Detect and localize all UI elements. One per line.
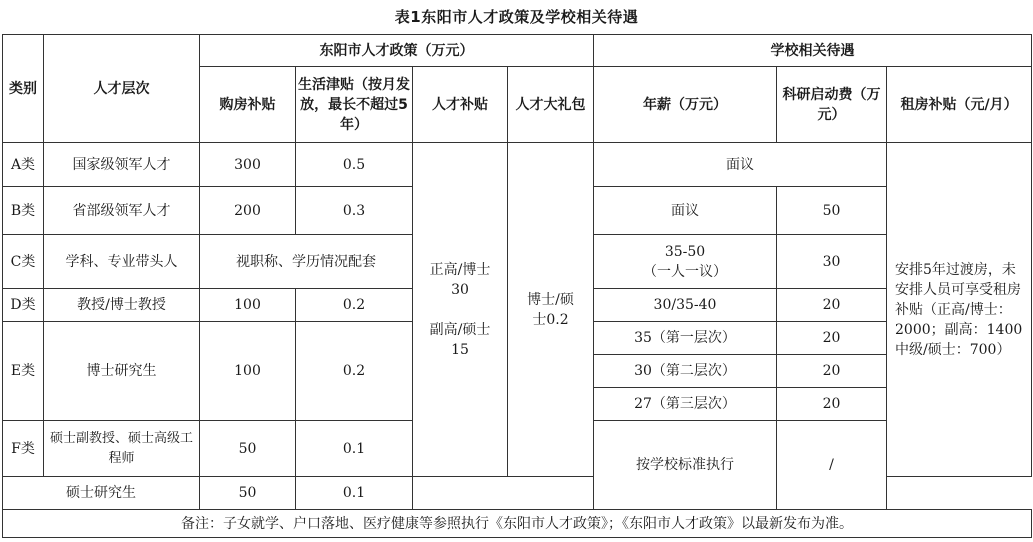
header-talent-subsidy: 人才补贴 [413, 67, 508, 143]
salary-cell: 按学校标准执行 [594, 421, 777, 510]
research-cell: 20 [777, 289, 887, 322]
header-school-benefits: 学校相关待遇 [594, 35, 1032, 67]
level-cell: 国家级领军人才 [44, 143, 200, 187]
living-cell: 0.1 [296, 421, 413, 477]
housing-cell: 300 [200, 143, 296, 187]
level-cell: 省部级领军人才 [44, 187, 200, 235]
level-cell: 硕士副教授、硕士高级工程师 [44, 421, 200, 477]
header-level: 人才层次 [44, 35, 200, 143]
header-living-allowance: 生活津贴（按月发放，最长不超过5年） [296, 67, 413, 143]
talent-subsidy-cell: 正高/博士 30 副高/硕士 15 [413, 143, 508, 477]
policy-table [2, 34, 1032, 538]
salary-cell: 27（第三层次） [594, 388, 777, 421]
header-housing-subsidy: 购房补贴 [200, 67, 296, 143]
header-research-fund: 科研启动费（万元） [777, 67, 887, 143]
salary-cell: 30（第二层次） [594, 355, 777, 388]
category-cell: F类 [3, 421, 44, 477]
housing-cell: 50 [200, 421, 296, 477]
salary-cell: 面议 [594, 187, 777, 235]
living-cell: 0.2 [296, 322, 413, 421]
table-note: 备注：子女就学、户口落地、医疗健康等参照执行《东阳市人才政策》；《东阳市人才政策》以最新发布为准。 [3, 510, 1032, 538]
housing-living-cell: 视职称、学历情况配套 [200, 235, 413, 289]
level-cell: 学科、专业带头人 [44, 235, 200, 289]
header-rent-subsidy: 租房补贴（元/月） [887, 67, 1032, 143]
header-annual-salary: 年薪（万元） [594, 67, 777, 143]
salary-cell: 30/35-40 [594, 289, 777, 322]
header-city-policy: 东阳市人才政策（万元） [200, 35, 594, 67]
level-cell: 博士研究生 [44, 322, 200, 421]
housing-cell: 100 [200, 289, 296, 322]
living-cell: 0.3 [296, 187, 413, 235]
housing-cell: 50 [200, 477, 296, 510]
category-cell: C类 [3, 235, 44, 289]
header-category: 类别 [3, 35, 44, 143]
living-cell: 0.1 [296, 477, 413, 510]
living-cell: 0.2 [296, 289, 413, 322]
research-cell: 30 [777, 235, 887, 289]
research-cell: 20 [777, 388, 887, 421]
level-cell: 硕士研究生 [3, 477, 200, 510]
research-cell: 20 [777, 355, 887, 388]
level-cell: 教授/博士教授 [44, 289, 200, 322]
category-cell: A类 [3, 143, 44, 187]
living-cell: 0.5 [296, 143, 413, 187]
category-cell: E类 [3, 322, 44, 421]
research-cell: 50 [777, 187, 887, 235]
header-gift-package: 人才大礼包 [508, 67, 594, 143]
salary-cell: 35（第一层次） [594, 322, 777, 355]
gift-package-cell: 博士/硕 士0.2 [508, 143, 594, 477]
research-cell: / [777, 421, 887, 510]
salary-cell: 35-50 （一人一议） [594, 235, 777, 289]
salary-cell: 面议 [594, 143, 887, 187]
rent-subsidy-cell: 安排5年过渡房，未安排人员可享受租房补贴（正高/博士：2000；副高：1400中级/硕士：700） [887, 143, 1032, 477]
table-title: 表1东阳市人才政策及学校相关待遇 [394, 8, 639, 26]
housing-cell: 200 [200, 187, 296, 235]
category-cell: D类 [3, 289, 44, 322]
category-cell: B类 [3, 187, 44, 235]
housing-cell: 100 [200, 322, 296, 421]
research-cell: 20 [777, 322, 887, 355]
